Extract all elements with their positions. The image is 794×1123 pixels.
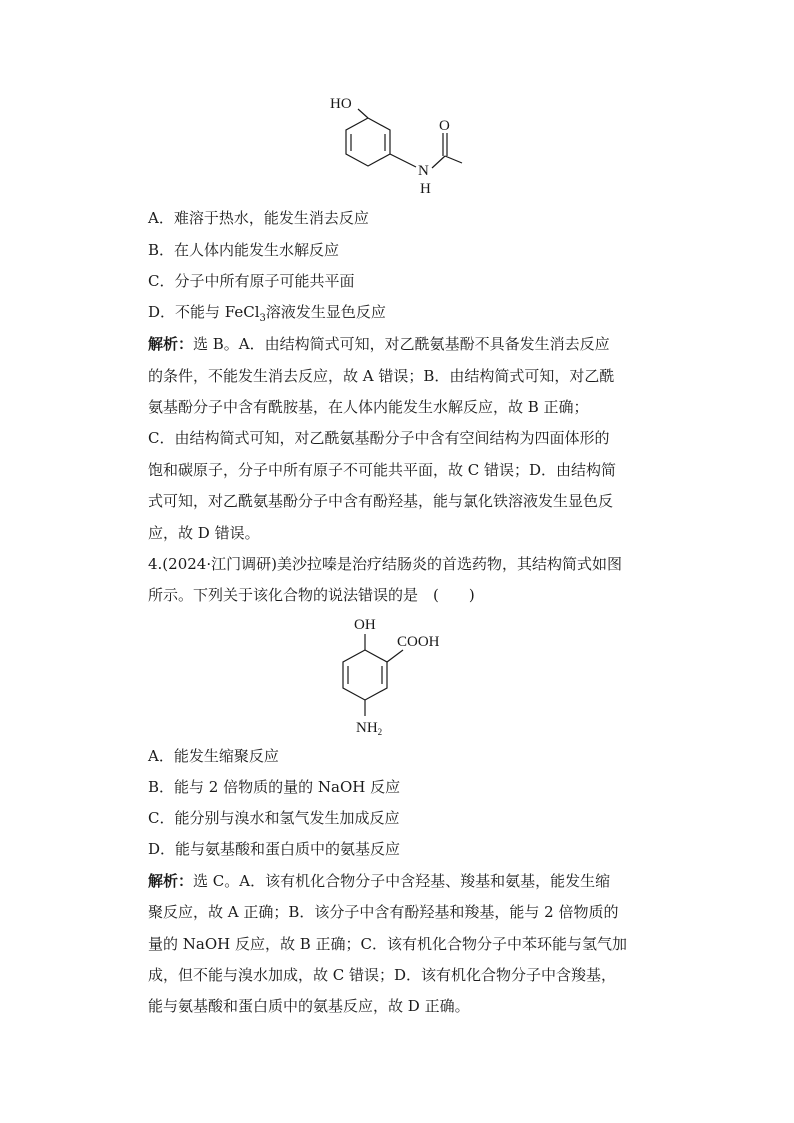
q3-option-a: A．难溶于热水，能发生消去反应 xyxy=(148,209,369,227)
q3-analysis-line-7: 应，故 D 错误。 xyxy=(148,524,260,542)
q4-analysis-line-2: 聚反应，故 A 正确；B．该分子中含有酚羟基和羧基，能与 2 倍物质的 xyxy=(148,903,619,921)
nh-label: NH xyxy=(356,720,378,736)
q3-option-d-subscript: 3 xyxy=(259,313,266,324)
q4-analysis-line-4: 成，但不能与溴水加成，故 C 错误；D．该有机化合物分子中含羧基， xyxy=(148,966,617,984)
q3-analysis-line-3: 氨基酚分子中含有酰胺基，在人体内能发生水解反应，故 B 正确； xyxy=(148,398,589,416)
q3-option-c: C．分子中所有原子可能共平面 xyxy=(148,272,355,290)
q3-option-d-text-1: D．不能与 FeCl xyxy=(148,303,260,321)
cooh-label: COOH xyxy=(397,634,440,650)
q4-stem-line-1: 4.(2024·江门调研)美沙拉嗪是治疗结肠炎的首选药物，其结构简式如图 xyxy=(148,555,622,573)
q4-option-b: B．能与 2 倍物质的量的 NaOH 反应 xyxy=(148,778,401,796)
q4-analysis-line-1 xyxy=(148,871,610,891)
q4-option-a: A．能发生缩聚反应 xyxy=(148,747,279,765)
oxygen-label: O xyxy=(439,118,450,134)
acetaminophen-structure xyxy=(318,90,498,200)
nitrogen-label: N xyxy=(418,163,429,179)
q3-analysis-label: 解析： xyxy=(148,335,194,353)
nh2-label xyxy=(356,720,382,737)
q4-analysis-line-3: 量的 NaOH 反应，故 B 正确；C．该有机化合物分子中苯环能与氢气加 xyxy=(148,935,628,953)
q3-analysis-line-5: 饱和碳原子，分子中所有原子不可能共平面，故 C 错误；D．由结构简 xyxy=(148,461,617,479)
q3-option-d-text-2: 溶液发生显色反应 xyxy=(265,303,386,321)
q4-analysis-label: 解析： xyxy=(148,872,194,890)
hydrogen-label: H xyxy=(420,181,431,197)
nh2-subscript: 2 xyxy=(377,727,383,737)
q3-analysis-line-6: 式可知，对乙酰氨基酚分子中含有酚羟基，能与氯化铁溶液发生显色反 xyxy=(148,492,614,510)
q3-option-d xyxy=(148,302,386,329)
q4-option-c: C．能分别与溴水和氢气发生加成反应 xyxy=(148,809,400,827)
q3-analysis-text-1: 选 B。A．由结构简式可知，对乙酰氨基酚不具备发生消去反应 xyxy=(193,335,610,353)
mesalazine-structure xyxy=(325,612,475,742)
q4-option-d: D．能与氨基酸和蛋白质中的氨基反应 xyxy=(148,840,401,858)
q3-analysis-line-2: 的条件，不能发生消去反应，故 A 错误；B．由结构简式可知，对乙酰 xyxy=(148,367,615,385)
q3-analysis-line-4: C．由结构简式可知，对乙酰氨基酚分子中含有空间结构为四面体形的 xyxy=(148,429,610,447)
q4-analysis-line-5: 能与氨基酸和蛋白质中的氨基反应，故 D 正确。 xyxy=(148,997,470,1015)
q3-analysis-line-1 xyxy=(148,334,610,354)
ho-label: HO xyxy=(330,96,352,112)
q4-analysis-text-1: 选 C。A．该有机化合物分子中含羟基、羧基和氨基，能发生缩 xyxy=(193,872,611,890)
oh-label: OH xyxy=(354,617,376,633)
q3-option-b: B．在人体内能发生水解反应 xyxy=(148,241,340,259)
q4-stem-line-2: 所示。下列关于该化合物的说法错误的是 ( ) xyxy=(148,586,475,604)
